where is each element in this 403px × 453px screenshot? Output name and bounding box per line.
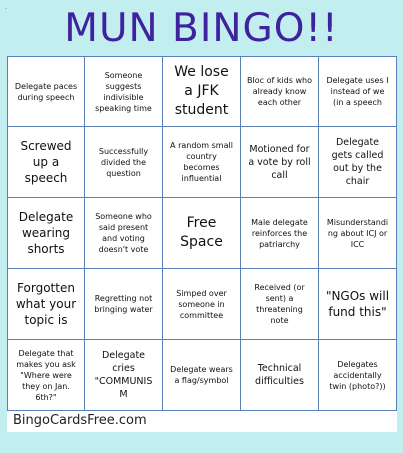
bingo-cell-text: Free Space [180,215,223,250]
bingo-cell[interactable] [85,56,163,127]
bingo-cell[interactable] [7,340,85,411]
bingo-cell[interactable] [7,198,85,269]
bingo-cell[interactable] [7,269,85,340]
bingo-grid [7,56,397,411]
bingo-cell-text: We lose a JFK student [174,64,229,118]
bingo-cell-text: Delegates accidentally twin (photo?)) [329,359,386,391]
bingo-card [7,56,397,432]
bingo-cell-text: Successfully divided the question [98,146,149,178]
bingo-cell[interactable] [319,269,397,340]
bingo-cell[interactable] [163,198,241,269]
bingo-cell[interactable] [7,127,85,198]
bingo-cell[interactable] [7,56,85,127]
bingo-cell-text: Delegate wearing shorts [18,210,74,256]
bingo-cell-text: Male delegate reinforces the patriarchy [251,217,308,249]
corner-mark: · [5,5,8,13]
bingo-cell-text: Misunderstanding about ICJ or ICC [326,217,389,249]
bingo-cell-text: A random small country becomes influential [170,141,233,183]
bingo-cell-text: Delegate that makes you ask "Where were they on Jan. 6th?" [16,348,76,402]
bingo-cell-text: "NGOs will fund this" [325,289,390,319]
bingo-cell-text: Delegate gets called out by the chair [331,137,384,187]
bingo-cell-text: Technical difficulties [255,363,304,387]
bingo-cell[interactable] [163,340,241,411]
bingo-cell[interactable] [319,127,397,198]
bingo-cell[interactable] [241,198,319,269]
bingo-cell[interactable] [163,269,241,340]
bingo-cell-text: Delegate paces during speech [14,81,78,102]
bingo-cell-text: Delegate uses I instead of we (in a speech [326,76,389,107]
bingo-cell[interactable] [319,56,397,127]
bingo-cell-text: Received (or sent) a threatening note [254,283,305,325]
bingo-cell-text: Bloc of kids who already know each other [247,76,312,107]
bingo-cell[interactable] [241,127,319,198]
bingo-cell[interactable] [85,269,163,340]
bingo-cell-text: Someone suggests indivisible speaking time [95,70,152,113]
bingo-cell[interactable] [85,198,163,269]
bingo-cell-text: Someone who said present and voting doesn't vote [95,212,152,254]
bingo-cell[interactable] [163,127,241,198]
bingo-cell[interactable] [241,56,319,127]
bingo-cell-text: Screwed up a speech [20,139,72,185]
bingo-cell-text: Simped over someone in committee [176,288,227,320]
bingo-cell[interactable] [319,198,397,269]
bingo-title: MUN BINGO!! [64,6,339,51]
bingo-cell[interactable] [85,340,163,411]
bingo-cell[interactable] [85,127,163,198]
bingo-cell[interactable] [319,340,397,411]
bingo-cell[interactable] [241,340,319,411]
bingo-cell[interactable] [163,56,241,127]
bingo-cell[interactable] [241,269,319,340]
bingo-cell-text: Delegate wears a flag/symbol [170,365,233,385]
footer-site: BingoCardsFree.com [13,413,147,428]
bingo-cell-text: Regretting not bringing water [94,294,153,314]
bingo-cell-text: Delegate cries "COMMUNISM [94,350,153,400]
bingo-cell-text: Motioned for a vote by roll call [248,143,311,181]
bingo-cell-text: Forgotten what your topic is [15,281,77,327]
